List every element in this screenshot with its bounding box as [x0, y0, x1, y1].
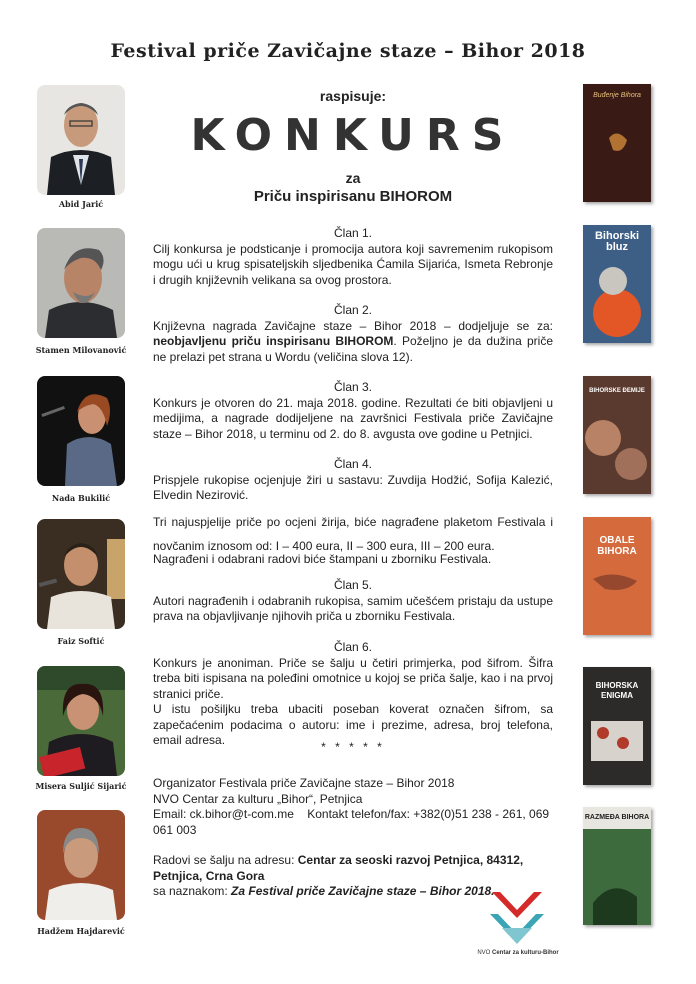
centar-logo-icon	[486, 884, 548, 950]
address-line: Radovi se šalju na adresu: Centar za seoski razvoj Petnjica, 84312, Petnjica, Crna Gora	[153, 853, 524, 883]
portrait-photo	[37, 666, 125, 776]
portrait-caption: Nada Bukilić	[51, 493, 111, 503]
article-title: Član 3.	[333, 380, 373, 394]
book-title: OBALE BIHORA	[597, 535, 637, 557]
portrait-caption: Misera Suljić Sijarić	[35, 781, 127, 791]
book-cover	[583, 376, 651, 494]
email-text: Email: ck.bihor@t-com.me	[153, 807, 294, 821]
address-bold: Centar za seoski razvoj Petnjica, 84312, Petnjica, Crna Gora	[153, 853, 524, 883]
portrait-caption: Abid Jarić	[58, 199, 104, 209]
mark-bold: Za Festival priče Zavičajne staze – Bihor 2018.	[231, 884, 495, 898]
konkurs-heading: KONKURS	[190, 110, 516, 161]
phone-text: Kontakt telefon/fax: +382(0)51 238 - 261, 069 061 003	[153, 807, 550, 837]
book-title: BIHORSKE ĐEMIJE	[589, 388, 645, 394]
portrait-photo	[37, 228, 125, 338]
article-title: Član 2.	[333, 303, 373, 317]
book-title: Buđenje Bihora	[593, 92, 641, 99]
separator-stars: * * * * *	[321, 740, 385, 754]
article-title: Član 5.	[333, 578, 373, 592]
article-4	[153, 457, 553, 567]
logo-caption: NVO Centar za kulturu-Bihor	[477, 950, 559, 956]
organizer-line: Organizator Festivala priče Zavičajne staze – Bihor 2018	[153, 776, 455, 790]
article-5	[153, 578, 553, 625]
za-label: za	[345, 170, 361, 186]
portrait-photo	[37, 85, 125, 195]
book-cover	[583, 667, 651, 785]
article-title: Član 6.	[333, 640, 373, 654]
article-text: Konkurs je otvoren do 21. maja 2018. godine. Rezultati će biti objavljeni u medijima, a nagrade dodijeljene na završnici Festivala priče Zavičajne staze – Bihor 2018, u terminu od 2. do 8. avgusta ove godine u Petnjici.	[153, 395, 553, 441]
portrait-photo	[37, 519, 125, 629]
organizer-line: NVO Centar za kulturu „Bihor“, Petnjica	[153, 791, 363, 806]
article-title: Član 1.	[333, 226, 373, 240]
article-text: Autori nagrađenih i odabranih rukopisa, samim učešćem pristaju da ustupe prava na objavljivanje njihovih priča u zborniku Festivala.	[153, 593, 553, 623]
article-3	[153, 380, 553, 442]
organizer-info	[153, 776, 553, 838]
bold-text: neobjavljenu priču inspirisanu BIHOROM	[153, 334, 394, 348]
article-2	[153, 303, 553, 365]
konkurs-subtitle: Priču inspirisanu BIHOROM	[253, 188, 453, 205]
book-cover	[583, 84, 651, 202]
mark-line: sa naznakom: Za Festival priče Zavičajne staze – Bihor 2018.	[153, 884, 495, 898]
book-cover	[583, 517, 651, 635]
portrait-photo	[37, 810, 125, 920]
raspisuje-label: raspisuje:	[319, 88, 387, 104]
article-1	[153, 226, 553, 288]
festival-title: Festival priče Zavičajne staze – Bihor 2018	[110, 40, 586, 62]
article-6	[153, 640, 553, 749]
contact-line	[153, 807, 553, 838]
portrait-caption: Hadžem Hajdarević	[37, 926, 125, 936]
article-title: Član 4.	[333, 457, 373, 471]
portrait-caption: Faiz Softić	[57, 636, 105, 646]
book-cover	[583, 807, 651, 925]
article-text: Cilj konkursa je podsticanje i promocija autora koji savremenim rukopisom mogu ući u krug spisateljskih sljedbenika Ćamila Sijarića, Ismeta Rebronje i drugih književnih velikana sa ovog prostora.	[153, 241, 553, 287]
article-text: Književna nagrada Zavičajne staze – Bihor 2018 – dodjeljuje se za: neobjavljenu priču inspirisanu BIHOROM. Poželjno je da dužina priče ne prelazi pet strana u Wordu (veličina slova 12).	[153, 318, 554, 364]
article-text-3: Nagrađeni i odabrani radovi biće štampani u zborniku Festivala.	[153, 551, 492, 566]
portrait-photo	[37, 376, 125, 486]
article-text: Konkurs je anoniman. Priče se šalju u četiri primjerka, pod šifrom. Šifra treba biti ispisana na poleđini omotnice u kojoj se priča šalje, kao i na prvoj stranici priče.	[153, 655, 553, 701]
article-text-2: Tri najuspjelije priče po ocjeni žirija, biće nagrađene plaketom Festivala i novčanim iznosom od: I – 400 eura, II – 300 eura, III – 200 eura.	[153, 514, 553, 553]
article-text-2: U istu pošiljku treba ubaciti poseban koverat označen šifrom, sa zapečaćenim podacima o autoru: ime i prezime, adresa, broj telefona, email adresa.	[153, 702, 553, 747]
article-text: Prispjele rukopise ocjenjuje žiri u sastavu: Zuvdija Hodžić, Sofija Kalezić, Elvedin Nezirović.	[153, 472, 553, 502]
book-cover	[583, 225, 651, 343]
portrait-caption: Stamen Milovanović	[35, 345, 127, 355]
book-title: Bihorski bluz	[594, 230, 639, 253]
book-title: RAZMEĐA BIHORA	[584, 814, 650, 821]
book-title: BIHORSKA ENIGMA	[595, 681, 639, 700]
